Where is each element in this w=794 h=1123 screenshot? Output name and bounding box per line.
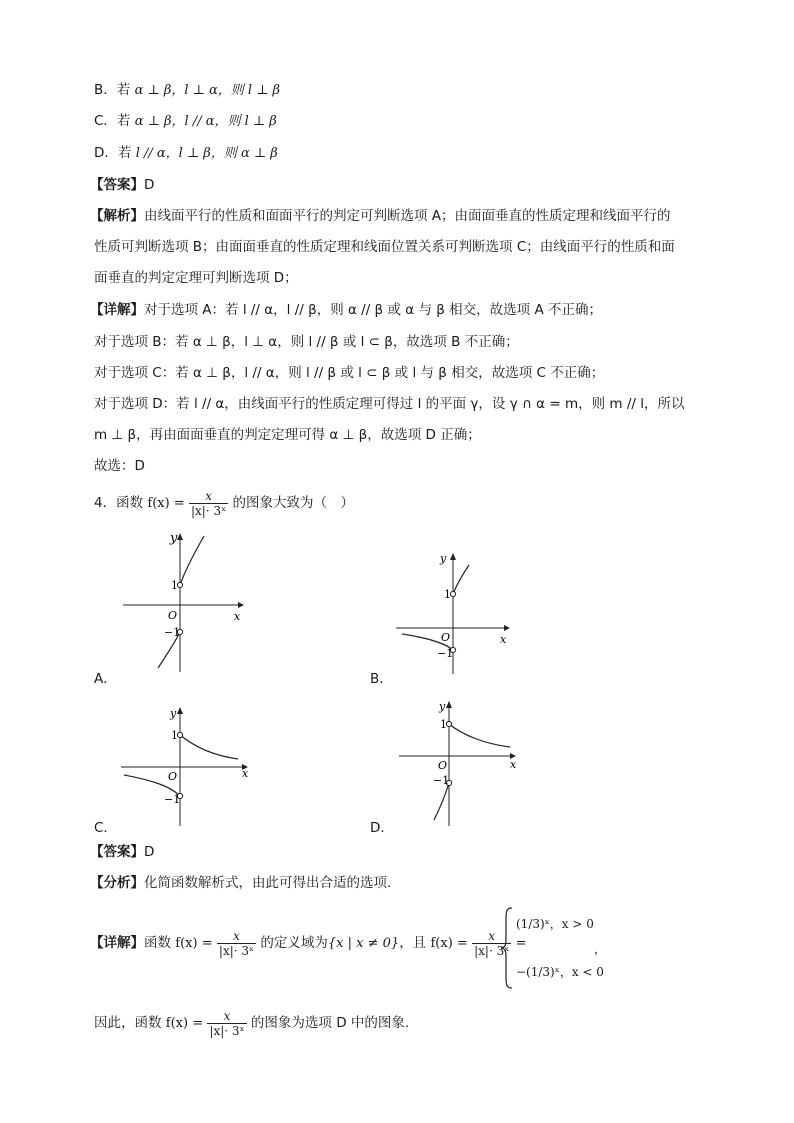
graph-b [394,548,514,676]
option-expr: l // α，l ⊥ β，则 α ⊥ β [135,146,278,161]
question-4 [94,488,354,519]
y-label: y [440,552,447,565]
func-name: f(x) = [147,496,185,511]
graph-option-b: B． [370,671,393,687]
answer-3 [90,175,154,195]
x-label: x [500,633,507,646]
detail-3-line-1 [90,300,602,320]
detail-4: 【详解】函数 f(x) = $\frac{x}{\text{|x|· 3ˣ}}$ 的定义域为{x | x ≠ 0}，且 f(x) = $\frac{x}{\text{|x|· 3ˣ}}$ = [90,928,527,958]
frac-num: x [233,928,240,943]
open-point [177,732,182,737]
tick-1: 1 [171,579,178,592]
y-label: y [170,531,178,546]
answer-value: D [144,844,155,860]
piecewise-case-2: −(1/3)ˣ，x < 0 [516,965,604,979]
graph-option-d: D． [370,820,394,836]
answer-4 [90,842,154,862]
option-c-prev [94,111,277,132]
tick-neg1: −1 [164,626,181,639]
tick-neg1: −1 [437,647,454,660]
graph-d [396,696,526,830]
conclusion-text: 的图象为选项 D 中的图象. [250,1015,410,1031]
frac-num: x [205,488,212,503]
x-arrow [238,602,244,608]
detail-3-line-3: 对于选项 C：若 α ⊥ β，l // α，则 l // β 或 l ⊂ β 或 l 与 β 相交，故选项 C 不正确； [94,365,605,381]
fraction [189,489,228,518]
origin-label: O [168,770,178,783]
detail-tag: 【详解】 [90,935,144,951]
detail-3-line-5: m ⊥ β，再由面面垂直的判定定理可得 α ⊥ β，故选项 D 正确； [94,427,481,443]
answer-value: D [144,177,155,193]
open-point [450,591,455,596]
analysis-3-line-1 [90,206,671,226]
option-label: B．若 [94,82,131,98]
domain-set: {x | x ≠ 0} [327,936,400,951]
open-point [446,721,451,726]
x-label: x [234,610,241,623]
detail-3-line-2: 对于选项 B：若 α ⊥ β，l ⊥ α，则 l // β 或 l ⊂ β，故选项 B 不正确； [94,334,519,350]
curve-left [434,783,449,820]
detail-tag: 【详解】 [90,302,144,318]
tick-neg1: −1 [164,793,181,806]
option-expr: α ⊥ β，l // α，则 l ⊥ β [134,114,277,129]
analysis-text: 化简函数解析式，由此可得出合适的选项. [144,875,392,891]
option-label: C．若 [94,113,131,129]
conclusion-text: 因此，函数 [94,1015,162,1031]
option-b-prev [94,80,280,101]
x-arrow [504,625,510,631]
origin-label: O [438,759,448,772]
y-arrow [177,707,183,714]
func-name: f(x) = [175,936,213,951]
analysis-4 [90,873,391,893]
analysis-text: 由线面平行的性质和面面平行的判定可判断选项 A；由面面垂直的性质定理和线面平行的 [144,208,671,224]
curve-right [180,735,238,759]
func-name: f(x) = [430,936,468,951]
graph-option-c: C． [94,820,117,836]
curve-right [180,536,204,585]
tick-neg1: −1 [433,774,450,787]
graph-option-a: A． [94,671,117,687]
curve-right [453,565,469,594]
tick-1: 1 [444,588,451,601]
frac-den: |x|· 3ˣ [474,943,510,958]
detail-text: 的定义域为 [260,935,328,951]
option-d-prev [94,143,278,164]
frac-den: |x|· 3ˣ [218,943,255,958]
answer-tag: 【答案】 [90,844,144,860]
detail-3-line-6: 故选：D [94,458,145,474]
detail-text: 对于选项 A：若 l // α，l // β，则 α // β 或 α 与 β 相交，故选项 A 不正确； [144,302,602,318]
y-arrow [450,553,456,560]
analysis-3-line-2: 性质可判断选项 B；由面面垂直的性质定理和线面位置关系可判断选项 C；由线面平行的性质和面 [94,239,675,255]
option-label: D．若 [94,145,132,161]
y-arrow [446,701,452,708]
frac-num: x [223,1008,231,1023]
graph-a [118,528,248,674]
graph-c [118,702,253,830]
analysis-tag: 【分析】 [90,875,144,891]
frac-den: |x|· 3ˣ [191,503,227,518]
piecewise-brace [500,906,514,990]
question-number: 4．函数 [94,495,144,511]
frac-den: |x|· 3ˣ [209,1023,245,1038]
fraction [217,929,256,958]
frac-num: x [488,928,496,943]
detail-text: 函数 [144,935,171,951]
conclusion-4 [94,1008,409,1039]
origin-label: O [441,631,451,644]
curve-right [449,724,510,747]
y-label: y [439,700,446,713]
open-point [177,582,182,587]
y-arrow [177,533,183,540]
question-suffix: 的图象大致为（ ） [232,495,354,511]
fraction [207,1009,246,1038]
origin-label: O [168,609,178,622]
piecewise-comma: ， [594,942,607,956]
tick-1: 1 [440,718,447,731]
tick-1: 1 [171,729,178,742]
piecewise-case-1: (1/3)ˣ，x > 0 [516,917,594,931]
x-label: x [242,767,249,780]
x-label: x [510,758,517,771]
option-expr: α ⊥ β，l ⊥ α，则 l ⊥ β [134,83,281,98]
analysis-tag: 【解析】 [90,208,144,224]
y-label: y [170,707,177,720]
answer-tag: 【答案】 [90,177,144,193]
detail-3-line-4: 对于选项 D：若 l // α，由线面平行的性质定理可得过 l 的平面 γ，设 γ ∩ α = m，则 m // l，所以 [94,396,685,412]
func-name: f(x) = [165,1016,204,1031]
analysis-3-line-3: 面垂直的判定定理可判断选项 D； [94,270,298,286]
detail-text: ，且 [399,935,427,951]
